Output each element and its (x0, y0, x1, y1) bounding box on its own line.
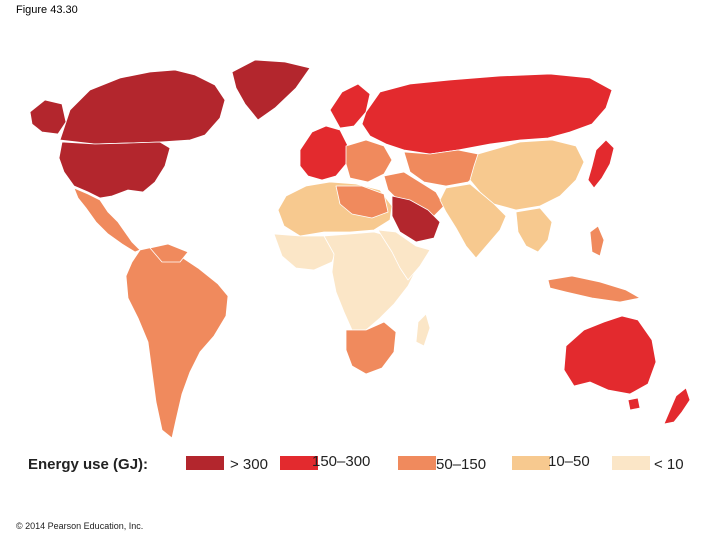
legend-label-150-300: 150–300 (312, 453, 371, 470)
region-new-zealand (664, 388, 690, 424)
legend-swatch-over-300 (186, 456, 224, 470)
legend-label-50-150: 50–150 (436, 456, 487, 473)
figure-label: Figure 43.30 (16, 4, 78, 16)
region-russia (362, 74, 612, 154)
region-greenland (232, 60, 310, 120)
legend-swatch-under-10 (612, 456, 650, 470)
legend-label-over-300: > 300 (230, 456, 268, 473)
region-japan (588, 140, 614, 188)
region-madagascar (416, 314, 430, 346)
region-western-europe (300, 126, 348, 180)
legend-swatch-10-50 (512, 456, 550, 470)
copyright-notice: © 2014 Pearson Education, Inc. (16, 521, 144, 531)
region-southern-africa (346, 322, 396, 374)
legend-label-under-10: < 10 (654, 456, 684, 473)
region-australia (564, 316, 656, 394)
region-tasmania (628, 398, 640, 410)
legend-label-10-50: 10–50 (548, 453, 590, 470)
region-indonesia (548, 276, 640, 302)
region-alaska (30, 100, 66, 134)
region-canada (60, 70, 225, 144)
region-philippines (590, 226, 604, 256)
legend-swatch-50-150 (398, 456, 436, 470)
region-south-america (126, 246, 228, 438)
legend-title: Energy use (GJ): (28, 456, 149, 473)
region-mexico (74, 188, 140, 252)
region-southeast-asia (516, 208, 552, 252)
